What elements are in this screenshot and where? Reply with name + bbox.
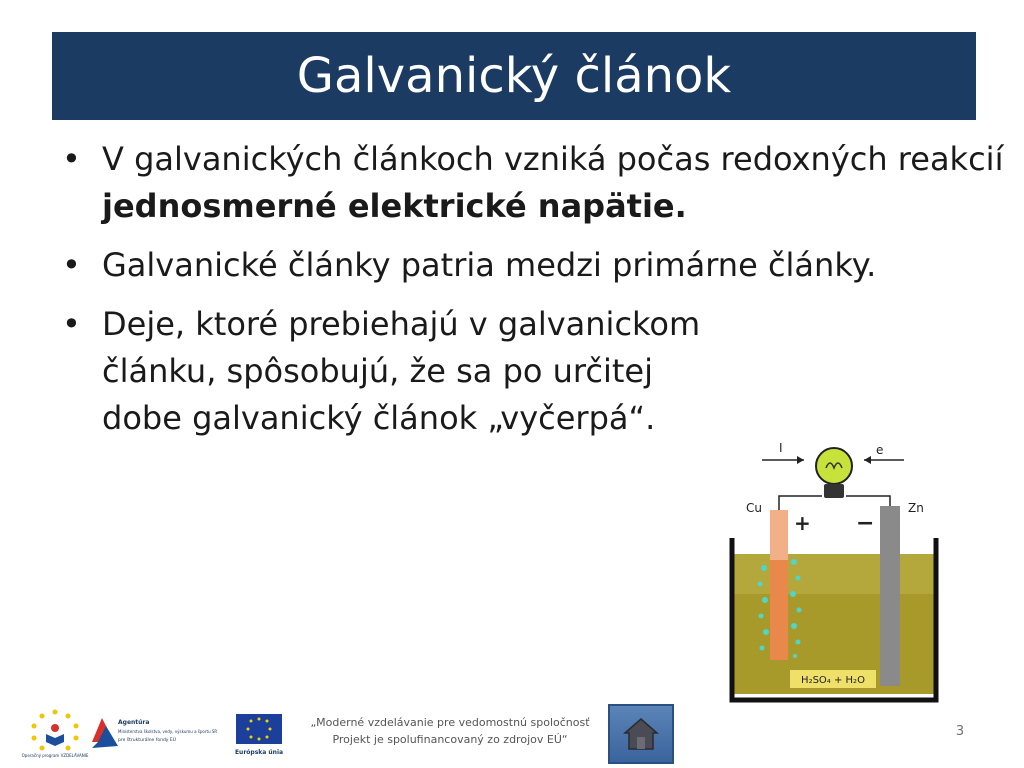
home-button[interactable] xyxy=(608,704,674,764)
bubble xyxy=(759,614,764,619)
label-cu: Cu xyxy=(746,501,762,515)
page-number: 3 xyxy=(955,724,965,739)
bubble xyxy=(760,646,765,651)
label-plus: + xyxy=(794,511,811,535)
slide-title: Galvanický článok xyxy=(296,48,732,104)
bullet-text: Galvanické články patria medzi primárne články. xyxy=(102,246,877,284)
bullet-marker: • xyxy=(62,305,81,343)
galvanic-cell-diagram xyxy=(724,438,944,708)
program-logo-label: Operačný program VZDELÁVANIE xyxy=(21,753,89,758)
bubble xyxy=(797,608,802,613)
bubble xyxy=(796,640,801,645)
footer-line-2: Projekt je spolufinancovaný zo zdrojov EÚ“ xyxy=(332,733,568,746)
bullet-marker: • xyxy=(62,246,81,284)
bubble xyxy=(796,576,801,581)
copper-electrode-top xyxy=(770,510,788,560)
wire-left xyxy=(779,496,822,510)
label-solution: H₂SO₄ + H₂O xyxy=(801,675,865,686)
bullet-item xyxy=(62,242,1007,289)
bubble xyxy=(761,565,767,571)
wire-right xyxy=(846,496,890,506)
bullet-item xyxy=(62,301,742,442)
bubble xyxy=(790,591,796,597)
bubble xyxy=(762,597,768,603)
bubble xyxy=(758,582,763,587)
current-arrowhead xyxy=(797,456,804,464)
agency-logo-sub1: Ministerstva školstva, vedy, výskumu a športu SR xyxy=(118,729,218,734)
eu-logo-label: Európska únia xyxy=(234,749,284,756)
bullet-text: Deje, ktoré prebiehajú v galvanickom článku, spôsobujú, že sa po určitej dobe galvanický článok „vyčerpá“. xyxy=(102,305,701,437)
agency-logo-sub2: pre štrukturálne fondy EÚ xyxy=(118,738,177,743)
agency-logo-title: Agentúra xyxy=(118,719,150,726)
electrolyte-surface xyxy=(734,554,934,594)
footer xyxy=(0,700,1024,768)
bubble xyxy=(791,559,797,565)
eu-flag-logo xyxy=(234,714,286,758)
label-zn: Zn xyxy=(908,501,924,515)
bullet-text: V galvanických článkoch vzniká počas redoxných reakcií xyxy=(102,140,1004,178)
bulb-base xyxy=(824,484,844,498)
agency-logo xyxy=(88,712,228,756)
bullet-item xyxy=(62,136,1007,230)
home-icon xyxy=(621,715,661,753)
zinc-electrode xyxy=(880,506,900,686)
bubble xyxy=(791,623,797,629)
bubble xyxy=(763,629,769,635)
bullet-list xyxy=(62,136,1007,454)
bulb-icon xyxy=(816,448,852,484)
footer-line-1: „Moderné vzdelávanie pre vedomostnú spoločnosť xyxy=(310,716,590,729)
footer-project-text xyxy=(300,714,600,748)
label-current: I xyxy=(779,441,783,455)
title-bar xyxy=(52,32,976,120)
bullet-text-bold: jednosmerné elektrické napätie. xyxy=(102,187,687,225)
bullet-marker: • xyxy=(62,140,81,178)
electron-arrowhead xyxy=(864,456,871,464)
bubble xyxy=(793,654,797,658)
program-logo xyxy=(21,708,89,760)
label-minus: − xyxy=(856,511,875,536)
label-electron: e xyxy=(876,443,884,457)
